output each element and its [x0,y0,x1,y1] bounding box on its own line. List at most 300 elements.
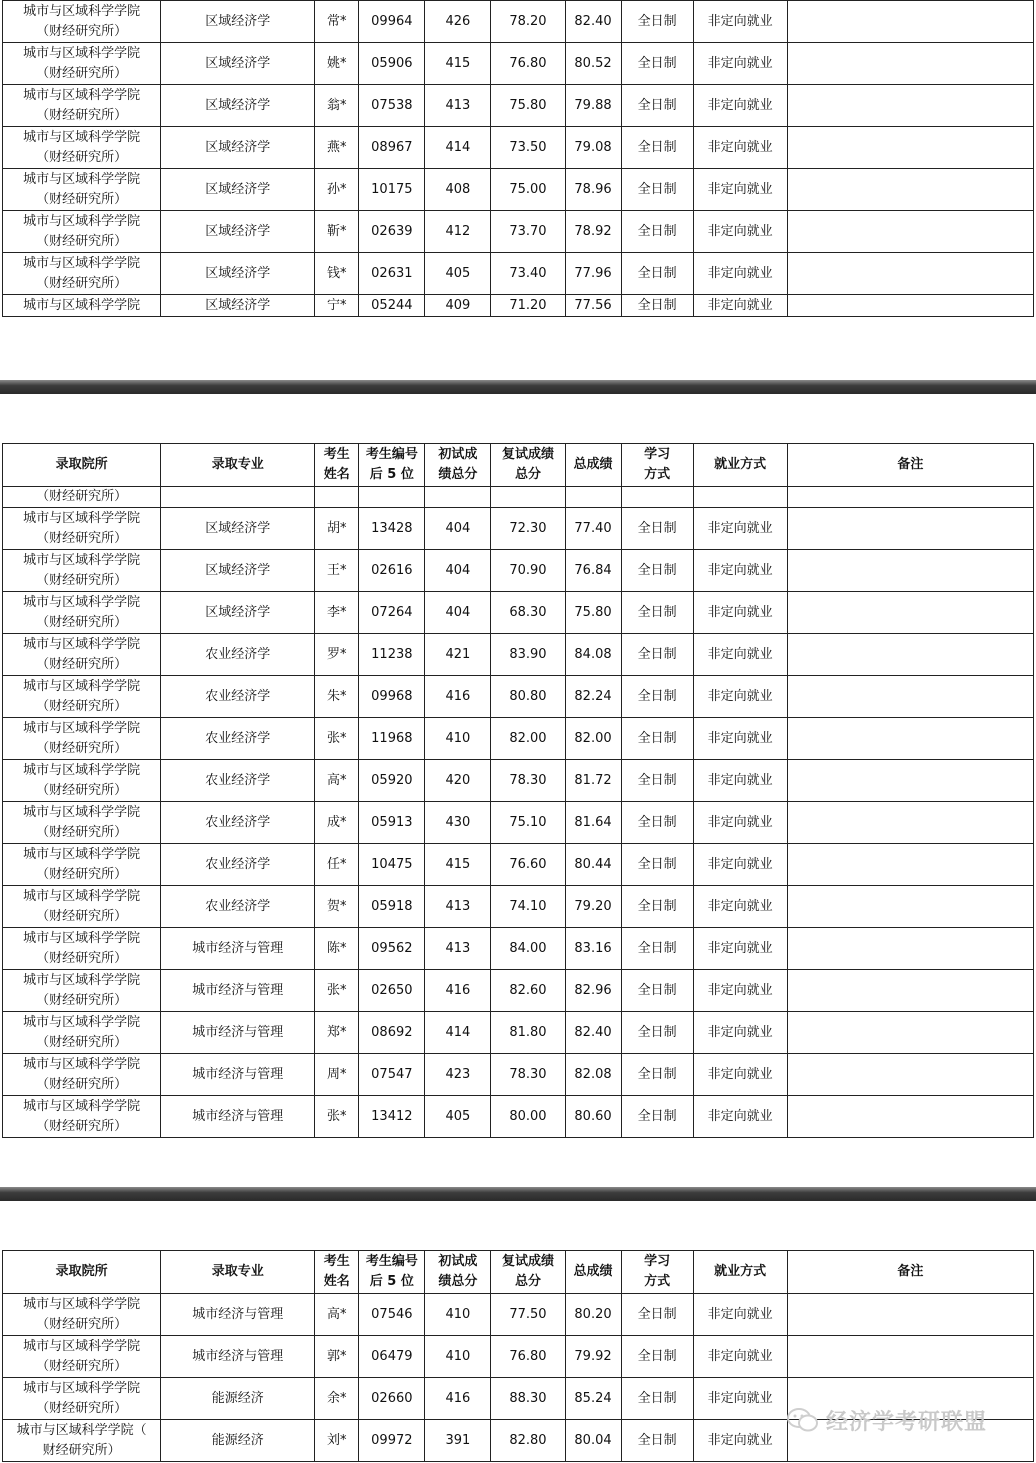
cell-institute [3,1294,161,1336]
table-row [3,676,1034,718]
cell-note [787,676,1033,718]
institute-line-2: （财经研究所） [36,824,128,840]
cell-retest-score: 77.50 [491,1294,565,1336]
institute-line-1: 城市与区域科学学院 [23,846,141,862]
cell-study-mode: 全日制 [621,1054,693,1096]
cell-id: 05906 [359,43,425,85]
cell-retest-score: 82.60 [491,970,565,1012]
wechat-icon [786,1405,820,1435]
cell-study-mode: 全日制 [621,1336,693,1378]
cell-name: 陈* [315,928,359,970]
column-header: 复试成绩 总分 [491,444,565,487]
cell-major: 城市经济与管理 [161,1294,315,1336]
cell-retest-score: 76.80 [491,43,565,85]
cell-name: 郭* [315,1336,359,1378]
cell-name: 孙* [315,169,359,211]
cell-total-score: 79.92 [565,1336,621,1378]
cell-institute [3,43,161,85]
cell-study-mode: 全日制 [621,1378,693,1420]
cell-empty [621,487,693,508]
cell-major: 农业经济学 [161,886,315,928]
cell-initial-score: 404 [425,508,491,550]
cell-retest-score: 75.10 [491,802,565,844]
column-header: 总成绩 [565,444,621,487]
cell-retest-score: 83.90 [491,634,565,676]
cell-retest-score: 74.10 [491,886,565,928]
cell-major: 农业经济学 [161,760,315,802]
cell-institute [3,169,161,211]
cell-note [787,1,1033,43]
cell-note [787,85,1033,127]
cell-employment: 非定向就业 [693,1420,787,1462]
cell-major: 城市经济与管理 [161,928,315,970]
cell-employment: 非定向就业 [693,211,787,253]
table-row [3,43,1034,85]
institute-line-1: 城市与区域科学学院 [23,1338,141,1354]
cell-employment: 非定向就业 [693,1012,787,1054]
cell-study-mode: 全日制 [621,43,693,85]
cell-study-mode: 全日制 [621,1096,693,1138]
cell-id: 09562 [359,928,425,970]
column-header: 总成绩 [565,1251,621,1294]
cell-institute [3,970,161,1012]
cell-initial-score: 409 [425,295,491,317]
institute-line-2: （财经研究所） [36,572,128,588]
cell-initial-score: 415 [425,844,491,886]
cell-total-score: 80.04 [565,1420,621,1462]
institute-line-2: （财经研究所） [36,656,128,672]
cell-retest-score: 72.30 [491,508,565,550]
cell-employment: 非定向就业 [693,844,787,886]
institute-line-2: （财经研究所） [36,530,128,546]
institute-line-2: （财经研究所） [36,1118,128,1134]
cell-note [787,169,1033,211]
cell-study-mode: 全日制 [621,844,693,886]
cell-retest-score: 73.70 [491,211,565,253]
cell-note [787,211,1033,253]
column-header: 考生 姓名 [315,444,359,487]
cell-major: 城市经济与管理 [161,1336,315,1378]
institute-line-2: （财经研究所） [36,614,128,630]
cell-total-score: 82.40 [565,1012,621,1054]
cell-total-score: 82.40 [565,1,621,43]
cell-study-mode: 全日制 [621,85,693,127]
cell-study-mode: 全日制 [621,1420,693,1462]
cell-id: 05920 [359,760,425,802]
institute-line-1: 城市与区域科学学院 [23,1098,141,1114]
institute-line-1: 城市与区域科学学院 [23,1056,141,1072]
column-header: 就业方式 [693,444,787,487]
institute-line-1: 城市与区域科学学院 [23,720,141,736]
cell-name: 靳* [315,211,359,253]
cell-initial-score: 426 [425,1,491,43]
cell-initial-score: 430 [425,802,491,844]
cell-initial-score: 416 [425,676,491,718]
institute-line-2: 财经研究所） [42,1442,121,1458]
institute-line-2: （财经研究所） [36,782,128,798]
cell-employment: 非定向就业 [693,592,787,634]
cell-institute [3,1,161,43]
institute-line-2: （财经研究所） [36,1076,128,1092]
cell-initial-score: 408 [425,169,491,211]
cell-initial-score: 391 [425,1420,491,1462]
cell-note [787,760,1033,802]
cell-id: 07546 [359,1294,425,1336]
table-row [3,1294,1034,1336]
table-row [3,169,1034,211]
cell-id: 05918 [359,886,425,928]
cell-note [787,550,1033,592]
institute-line-2: （财经研究所） [36,233,128,249]
column-header: 初试成 绩总分 [425,444,491,487]
cell-retest-score: 82.80 [491,1420,565,1462]
cell-institute [3,1336,161,1378]
cell-name: 张* [315,1096,359,1138]
cell-note [787,592,1033,634]
cell-empty [787,487,1033,508]
institute-line-1: 城市与区域科学学院 [23,1296,141,1312]
cell-initial-score: 416 [425,1378,491,1420]
cell-major: 区域经济学 [161,1,315,43]
cell-id: 02616 [359,550,425,592]
cell-institute [3,1012,161,1054]
cell-id: 07538 [359,85,425,127]
cell-id: 11238 [359,634,425,676]
column-header: 就业方式 [693,1251,787,1294]
cell-note [787,970,1033,1012]
cell-id: 09972 [359,1420,425,1462]
institute-line-2: （财经研究所） [36,23,128,39]
cell-institute [3,85,161,127]
cell-note [787,1336,1033,1378]
cell-initial-score: 405 [425,1096,491,1138]
institute-line-2: （财经研究所） [36,908,128,924]
cell-major: 区域经济学 [161,550,315,592]
institute-line-1: 城市与区域科学学院 [23,171,141,187]
cell-institute [3,676,161,718]
cell-retest-score: 70.90 [491,550,565,592]
cell-empty [315,487,359,508]
cell-major: 能源经济 [161,1378,315,1420]
institute-line-1: 城市与区域科学学院 [23,1380,141,1396]
table-row [3,1336,1034,1378]
cell-institute [3,802,161,844]
cell-name: 张* [315,970,359,1012]
institute-line-1: 城市与区域科学学院 [23,804,141,820]
cell-initial-score: 413 [425,85,491,127]
table-row [3,844,1034,886]
cell-total-score: 81.64 [565,802,621,844]
cell-id: 11968 [359,718,425,760]
cell-employment: 非定向就业 [693,508,787,550]
cell-initial-score: 410 [425,718,491,760]
cell-study-mode: 全日制 [621,928,693,970]
cell-retest-score: 78.20 [491,1,565,43]
cell-note [787,802,1033,844]
institute-line-2: （财经研究所） [36,275,128,291]
cell-initial-score: 410 [425,1294,491,1336]
cell-note [787,43,1033,85]
cell-retest-score: 68.30 [491,592,565,634]
admission-table-part-1 [2,0,1034,317]
table-row [3,970,1034,1012]
cell-institute [3,211,161,253]
cell-study-mode: 全日制 [621,169,693,211]
cell-major: 城市经济与管理 [161,1096,315,1138]
institute-line-1: 城市与区域科学学院 [23,678,141,694]
cell-id: 10175 [359,169,425,211]
cell-study-mode: 全日制 [621,127,693,169]
cell-id: 02650 [359,970,425,1012]
cell-employment: 非定向就业 [693,1096,787,1138]
cell-employment: 非定向就业 [693,634,787,676]
cell-total-score: 81.72 [565,760,621,802]
cell-retest-score: 78.30 [491,760,565,802]
institute-line-1: 城市与区域科学学院 [23,636,141,652]
cell-retest-score: 73.50 [491,127,565,169]
cell-total-score: 79.88 [565,85,621,127]
page-separator [0,1187,1036,1201]
institute-line-2: （财经研究所） [36,950,128,966]
institute-line-1: 城市与区域科学学院 [23,972,141,988]
table-row [3,928,1034,970]
column-header: 考生编号 后 5 位 [359,444,425,487]
institute-line-1: 城市与区域科学学院 [23,762,141,778]
table-header-row [3,1251,1034,1294]
cell-initial-score: 420 [425,760,491,802]
cell-major: 区域经济学 [161,211,315,253]
cell-employment: 非定向就业 [693,169,787,211]
column-header: 学习 方式 [621,1251,693,1294]
cell-name: 胡* [315,508,359,550]
cell-note [787,1012,1033,1054]
cell-total-score: 76.84 [565,550,621,592]
cell-total-score: 82.00 [565,718,621,760]
cell-total-score: 75.80 [565,592,621,634]
cell-note [787,295,1033,317]
cell-institute [3,592,161,634]
cell-empty [425,487,491,508]
cell-name: 李* [315,592,359,634]
cell-empty [693,487,787,508]
cell-total-score: 79.08 [565,127,621,169]
cell-major: 区域经济学 [161,127,315,169]
cell-total-score: 80.52 [565,43,621,85]
institute-line-2: （财经研究所） [36,740,128,756]
cell-name: 成* [315,802,359,844]
cell-note [787,253,1033,295]
table-row [3,295,1034,317]
cell-note [787,1294,1033,1336]
cell-major: 能源经济 [161,1420,315,1462]
cell-study-mode: 全日制 [621,211,693,253]
cell-name: 姚* [315,43,359,85]
cell-study-mode: 全日制 [621,760,693,802]
column-header: 初试成 绩总分 [425,1251,491,1294]
cell-retest-score: 84.00 [491,928,565,970]
cell-employment: 非定向就业 [693,85,787,127]
cell-empty [491,487,565,508]
institute-line-1: 城市与区域科学学院 [23,888,141,904]
cell-retest-score: 75.80 [491,85,565,127]
cell-id: 13412 [359,1096,425,1138]
institute-line-2: （财经研究所） [36,107,128,123]
institute-line-1: 城市与区域科学学院 [23,129,141,145]
table-row [3,211,1034,253]
cell-employment: 非定向就业 [693,886,787,928]
cell-major: 农业经济学 [161,802,315,844]
cell-institute: （财经研究所） [3,487,161,508]
table-row [3,1,1034,43]
cell-major: 农业经济学 [161,676,315,718]
cell-name: 刘* [315,1420,359,1462]
cell-name: 周* [315,1054,359,1096]
table-row [3,1096,1034,1138]
cell-total-score: 78.96 [565,169,621,211]
cell-institute [3,508,161,550]
cell-employment: 非定向就业 [693,802,787,844]
cell-name: 朱* [315,676,359,718]
cell-id: 07547 [359,1054,425,1096]
wechat-watermark [786,1402,987,1438]
cell-initial-score: 412 [425,211,491,253]
cell-total-score: 83.16 [565,928,621,970]
cell-institute [3,295,161,317]
cell-total-score: 85.24 [565,1378,621,1420]
column-header: 学习 方式 [621,444,693,487]
cell-total-score: 77.96 [565,253,621,295]
institute-line-1: 城市与区域科学学院 [23,3,141,19]
cell-initial-score: 415 [425,43,491,85]
column-header: 录取专业 [161,1251,315,1294]
table-row [3,802,1034,844]
admission-table-part-2 [2,443,1034,1138]
cell-institute [3,844,161,886]
cell-major: 区域经济学 [161,592,315,634]
institute-line-2: （财经研究所） [36,1358,128,1374]
cell-note [787,718,1033,760]
cell-id: 06479 [359,1336,425,1378]
cell-total-score: 84.08 [565,634,621,676]
cell-major: 农业经济学 [161,634,315,676]
cell-institute [3,1378,161,1420]
cell-employment: 非定向就业 [693,295,787,317]
cell-employment: 非定向就业 [693,760,787,802]
cell-note [787,886,1033,928]
cell-name: 翁* [315,85,359,127]
cell-institute [3,127,161,169]
cell-study-mode: 全日制 [621,634,693,676]
cell-institute [3,1054,161,1096]
institute-line-2: （财经研究所） [36,1034,128,1050]
cell-retest-score: 78.30 [491,1054,565,1096]
cell-retest-score: 82.00 [491,718,565,760]
cell-id: 02631 [359,253,425,295]
cell-total-score: 80.60 [565,1096,621,1138]
institute-line-1: 城市与区域科学学院 [23,255,141,271]
cell-retest-score: 81.80 [491,1012,565,1054]
cell-id: 05913 [359,802,425,844]
cell-employment: 非定向就业 [693,928,787,970]
institute-line-1: 城市与区域科学学院 [23,552,141,568]
institute-line-1: 城市与区域科学学院 [23,510,141,526]
cell-id: 08967 [359,127,425,169]
cell-study-mode: 全日制 [621,676,693,718]
cell-note [787,634,1033,676]
cell-study-mode: 全日制 [621,970,693,1012]
cell-total-score: 80.20 [565,1294,621,1336]
cell-name: 罗* [315,634,359,676]
cell-initial-score: 416 [425,970,491,1012]
cell-study-mode: 全日制 [621,886,693,928]
cell-institute [3,634,161,676]
cell-name: 钱* [315,253,359,295]
cell-institute [3,760,161,802]
cell-total-score: 82.96 [565,970,621,1012]
cell-institute [3,718,161,760]
table-row [3,550,1034,592]
institute-line-2: （财经研究所） [36,65,128,81]
cell-name: 张* [315,718,359,760]
cell-name: 高* [315,1294,359,1336]
column-header: 录取院所 [3,444,161,487]
cell-study-mode: 全日制 [621,802,693,844]
cell-employment: 非定向就业 [693,550,787,592]
column-header: 录取院所 [3,1251,161,1294]
institute-line-2: （财经研究所） [36,1316,128,1332]
cell-name: 燕* [315,127,359,169]
cell-note [787,1054,1033,1096]
cell-id: 10475 [359,844,425,886]
cell-retest-score: 80.00 [491,1096,565,1138]
cell-major: 区域经济学 [161,85,315,127]
cell-note [787,508,1033,550]
cell-major: 区域经济学 [161,43,315,85]
cell-institute [3,550,161,592]
institute-line-1: 城市与区域科学学院 [23,213,141,229]
cell-initial-score: 423 [425,1054,491,1096]
table-row [3,508,1034,550]
cell-study-mode: 全日制 [621,253,693,295]
cell-name: 常* [315,1,359,43]
cell-initial-score: 404 [425,592,491,634]
column-header: 备注 [787,444,1033,487]
cell-total-score: 80.44 [565,844,621,886]
cell-id: 09968 [359,676,425,718]
cell-total-score: 82.08 [565,1054,621,1096]
cell-institute [3,928,161,970]
institute-line-1: 城市与区域科学学院（ [16,1422,147,1438]
cell-major: 区域经济学 [161,508,315,550]
cell-name: 高* [315,760,359,802]
cell-study-mode: 全日制 [621,718,693,760]
cell-retest-score: 75.00 [491,169,565,211]
cell-initial-score: 414 [425,1012,491,1054]
institute-line-2: （财经研究所） [36,149,128,165]
cell-id: 02660 [359,1378,425,1420]
cell-employment: 非定向就业 [693,1054,787,1096]
institute-line-1: 城市与区域科学学院 [23,87,141,103]
cell-initial-score: 410 [425,1336,491,1378]
table-row [3,253,1034,295]
institute-line-2: （财经研究所） [36,698,128,714]
cell-initial-score: 414 [425,127,491,169]
cell-study-mode: 全日制 [621,1294,693,1336]
cell-major: 区域经济学 [161,253,315,295]
cell-employment: 非定向就业 [693,676,787,718]
cell-id: 07264 [359,592,425,634]
cell-major: 区域经济学 [161,169,315,211]
